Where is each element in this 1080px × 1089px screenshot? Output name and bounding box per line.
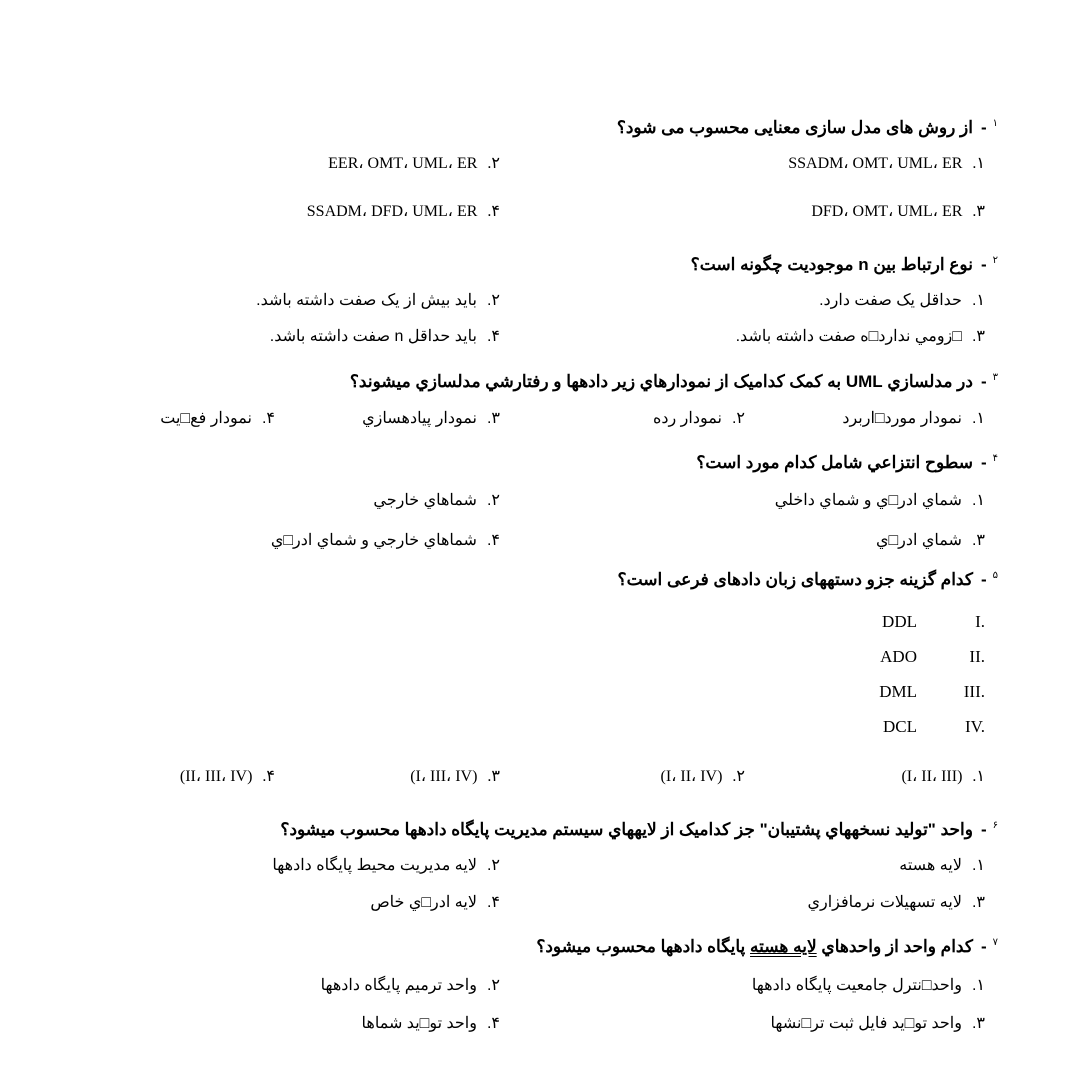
answer-option[interactable] xyxy=(770,1013,985,1033)
question-text xyxy=(280,820,998,840)
option-text: (II، III، IV) xyxy=(179,768,253,785)
option-number: ۱. xyxy=(971,410,985,427)
list-item xyxy=(879,682,985,702)
item-value: ADO xyxy=(880,647,917,666)
roman-numeral: IV. xyxy=(965,717,985,736)
answer-option[interactable] xyxy=(901,766,985,786)
item-value: DDL xyxy=(882,612,917,631)
answer-option[interactable] xyxy=(788,153,985,173)
option-number: ۴. xyxy=(262,768,275,785)
question-number: ۲ xyxy=(992,255,998,267)
answer-option[interactable] xyxy=(256,290,500,310)
option-number: ۴. xyxy=(486,894,500,911)
option-number: ۲. xyxy=(732,768,745,785)
option-number: ۴. xyxy=(486,328,500,345)
question-label: کدام واحد از واحدهاي xyxy=(821,937,973,956)
question-label: سطوح انتزاعي شامل کدام مورد است؟ xyxy=(696,453,973,472)
answer-option[interactable] xyxy=(362,408,500,428)
roman-numeral: II. xyxy=(969,647,985,666)
question-dash: - xyxy=(980,453,987,472)
item-value: DML xyxy=(879,682,917,701)
question-number: ۵ xyxy=(992,570,998,582)
option-number: ۳. xyxy=(972,203,985,220)
answer-option[interactable] xyxy=(807,892,985,912)
answer-option[interactable] xyxy=(819,290,985,310)
question-dash: - xyxy=(980,820,987,839)
option-text: واحد تو□ید شماها xyxy=(361,1015,477,1032)
option-number: ۱. xyxy=(971,292,985,309)
option-number: ۲. xyxy=(486,857,500,874)
option-text: شماي ادر□ي و شماي داخلي xyxy=(774,492,962,509)
option-text: نمودار فع□یت xyxy=(160,410,252,427)
option-text: (I، II، IV) xyxy=(660,768,723,785)
option-text: SSADM، DFD، UML، ER xyxy=(306,203,478,220)
question-label: کدام گزینه جزو دستههای زبان دادهای فرعی است؟ xyxy=(617,570,973,589)
question-label: از روش های مدل سازی معنایی محسوب می شود؟ xyxy=(616,118,973,137)
option-number: ۱. xyxy=(971,977,985,994)
option-text: شماهاي خارجي و شماي ادر□ي xyxy=(270,532,477,549)
question-label: نوع ارتباط بین n موجودیت چگونه است؟ xyxy=(690,255,973,274)
answer-option[interactable] xyxy=(775,490,985,510)
question-underlined: لایه هسته xyxy=(750,937,817,956)
option-text: نمودار پیادهسازي xyxy=(362,410,477,427)
answer-option[interactable] xyxy=(362,1013,500,1033)
list-item xyxy=(882,612,985,632)
question-text xyxy=(350,372,998,392)
option-number: ۲. xyxy=(487,155,500,172)
option-text: باید حداقل n صفت داشته باشد. xyxy=(269,328,477,345)
roman-numeral: III. xyxy=(963,682,985,701)
answer-option[interactable] xyxy=(842,408,985,428)
answer-option[interactable] xyxy=(271,530,500,550)
answer-option[interactable] xyxy=(811,201,985,221)
option-text: حداقل یک صفت دارد. xyxy=(819,292,962,309)
question-dash: - xyxy=(980,937,987,956)
option-text: شماهاي خارجي xyxy=(373,492,477,509)
answer-option[interactable] xyxy=(410,766,500,786)
answer-option[interactable] xyxy=(160,408,275,428)
list-item xyxy=(883,717,985,737)
question-text xyxy=(617,118,998,138)
option-number: ۱. xyxy=(972,155,985,172)
question-dash: - xyxy=(980,255,987,274)
option-number: ۳. xyxy=(487,768,500,785)
question-text xyxy=(691,255,998,275)
option-number: ۳. xyxy=(971,328,985,345)
option-text: (I، II، III) xyxy=(901,768,963,785)
option-number: ۴. xyxy=(487,203,500,220)
option-number: ۱. xyxy=(971,492,985,509)
option-text: لایه مدیریت محیط پایگاه دادهها xyxy=(272,857,477,874)
question-dash: - xyxy=(980,372,987,391)
option-text: EER، OMT، UML، ER xyxy=(328,155,478,172)
option-text: شماي ادر□ي xyxy=(875,532,962,549)
question-number: ۳ xyxy=(992,372,998,384)
answer-option[interactable] xyxy=(899,855,985,875)
option-number: ۱. xyxy=(971,857,985,874)
answer-option[interactable] xyxy=(272,855,500,875)
option-text: (I، III، IV) xyxy=(410,768,478,785)
list-item xyxy=(880,647,985,667)
question-text xyxy=(536,937,998,957)
option-number: ۲. xyxy=(486,977,500,994)
question-text xyxy=(696,453,998,473)
answer-option[interactable] xyxy=(307,201,500,221)
answer-option[interactable] xyxy=(653,408,745,428)
question-number: ۴ xyxy=(992,453,998,465)
question-label: پایگاه دادهها محسوب ميشود؟ xyxy=(536,937,746,956)
answer-option[interactable] xyxy=(373,490,500,510)
option-text: لایه هسته xyxy=(899,857,962,874)
answer-option[interactable] xyxy=(328,153,500,173)
option-text: نمودار رده xyxy=(653,410,722,427)
option-text: واحد□نترل جامعیت پایگاه دادهها xyxy=(751,977,962,994)
question-number: ۷ xyxy=(992,937,998,949)
option-number: ۳. xyxy=(971,532,985,549)
option-text: واحد ترمیم پایگاه دادهها xyxy=(320,977,477,994)
answer-option[interactable] xyxy=(661,766,745,786)
option-text: SSADM، OMT، UML، ER xyxy=(788,155,963,172)
item-value: DCL xyxy=(883,717,917,736)
answer-option[interactable] xyxy=(752,975,985,995)
answer-option[interactable] xyxy=(180,766,275,786)
option-number: ۳. xyxy=(486,410,500,427)
question-dash: - xyxy=(980,570,987,589)
answer-option[interactable] xyxy=(321,975,500,995)
option-number: ۳. xyxy=(971,1015,985,1032)
option-number: ۴. xyxy=(486,1015,500,1032)
option-number: ۱. xyxy=(972,768,985,785)
question-label: واحد "تولید نسخههاي پشتیبان" جز کدامیک از لایههاي سیستم مدیریت پایگاه دادهها محسوب ميشود؟ xyxy=(280,820,973,839)
answer-option[interactable] xyxy=(876,530,985,550)
answer-option[interactable] xyxy=(370,892,500,912)
question-number: ۶ xyxy=(992,820,998,832)
question-label: در مدلسازي UML به کمک کدامیک از نمودارهاي زیر دادهها و رفتارشي مدلسازي ميشوند؟ xyxy=(349,372,973,391)
option-text: □زومي ندارد□ه صفت داشته باشد. xyxy=(735,328,962,345)
option-text: لایه ادر□ي خاص xyxy=(370,894,477,911)
option-text: نمودار مورد□اربرد xyxy=(842,410,962,427)
option-number: ۲. xyxy=(486,492,500,509)
option-number: ۳. xyxy=(971,894,985,911)
option-number: ۲. xyxy=(731,410,745,427)
option-number: ۴. xyxy=(486,532,500,549)
question-text xyxy=(618,570,998,590)
option-text: لایه تسهیلات نرمافزاري xyxy=(807,894,962,911)
option-text: واحد تو□ید فایل ثبت تر□نشها xyxy=(770,1015,962,1032)
answer-option[interactable] xyxy=(736,326,985,346)
option-number: ۴. xyxy=(261,410,275,427)
option-text: باید بیش از یک صفت داشته باشد. xyxy=(256,292,477,309)
option-text: DFD، OMT، UML، ER xyxy=(811,203,963,220)
roman-numeral: I. xyxy=(975,612,985,631)
option-number: ۲. xyxy=(486,292,500,309)
answer-option[interactable] xyxy=(270,326,500,346)
question-dash: - xyxy=(980,118,987,137)
question-number: ۱ xyxy=(992,118,998,130)
